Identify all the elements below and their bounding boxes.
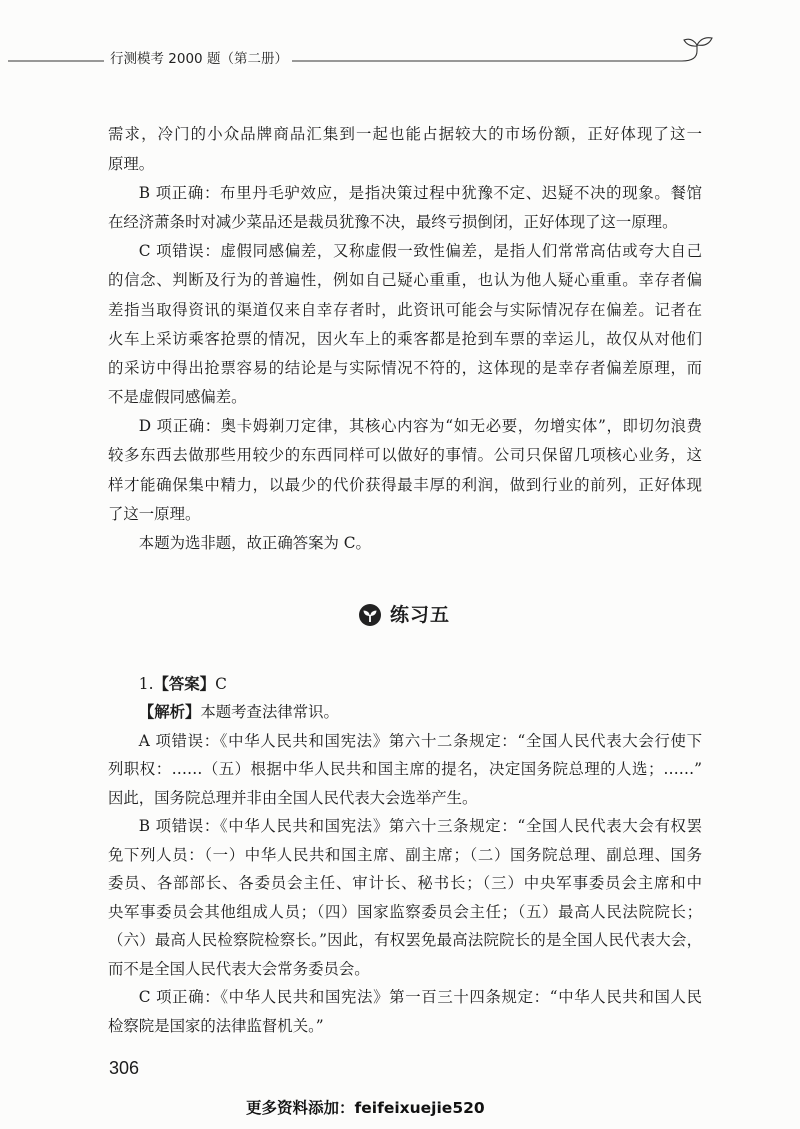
running-header-title: 行测模考 2000 题（第二册） [110,51,288,67]
text-line: 而不是全国人民代表大会常务委员会。 [108,959,370,978]
text-line: D 项正确：奥卡姆剃刀定律，其核心内容为“如无必要，勿增实体”，即切勿浪费 [138,417,702,436]
text-line: （六）最高人民检察院检察长。”因此，有权罢免最高法院院长的是全国人民代表大会， [108,931,702,950]
text-line: 因此，国务院总理并非由全国人民代表大会选举产生。 [108,788,478,807]
exercise-badge-icon [358,603,382,627]
answer-line [108,670,702,699]
text-line: 本题为选非题，故正确答案为 C。 [138,534,371,553]
paragraph-option-c [108,983,702,1040]
answer-value: C [215,674,227,693]
text-line: A 项错误：《中华人民共和国宪法》第六十二条规定：“全国人民代表大会行使下 [138,731,702,750]
page-number: 306 [109,1058,140,1078]
text-line: 免下列人员：（一）中华人民共和国主席、副主席；（二）国务院总理、副总理、国务 [108,845,702,864]
text-line: 需求，冷门的小众品牌商品汇集到一起也能占据较大的市场份额，正好体现了这一 [108,125,702,144]
text-line: C 项错误：虚假同感偏差，又称虚假一致性偏差，是指人们常常高估或夸大自己 [138,242,702,261]
paragraph-continuation [108,120,702,178]
paragraph-option-c [108,237,702,412]
exercise-heading [358,602,450,628]
text-line: C 项正确：《中华人民共和国宪法》第一百三十四条规定：“中华人民共和国人民 [138,988,702,1007]
text-line: 差指当取得资讯的渠道仅来自幸存者时，此资讯可能会与实际情况存在偏差。记者在 [108,300,702,319]
paragraph-option-b [108,179,702,237]
explanation-continued [108,120,702,558]
text-line: 不是虚假同感偏差。 [108,388,247,407]
footer-note: 更多资料添加：feifeixuejie520 [246,1099,485,1117]
analysis-label: 【解析】 [138,703,201,722]
text-line: 央军事委员会其他组成人员；（四）国家监察委员会主任；（五）最高人民法院院长； [108,902,702,921]
text-line: 原理。 [108,154,155,173]
analysis-line [108,698,702,727]
text-line: 较多东西去做那些用较少的东西同样可以做好的事情。公司只保留几项核心业务，这 [108,446,702,465]
paragraph-option-b [108,812,702,983]
text-line: 了这一原理。 [108,504,201,523]
exercise-title: 练习五 [390,604,451,626]
text-line: 的采访中得出抢票容易的结论是与实际情况不符的，这体现的是幸存者偏差原理，而 [108,358,702,377]
text-line: 火车上采访乘客抢票的情况，因火车上的乘客都是抢到车票的幸运儿，故仅从对他们 [108,329,702,348]
text-line: 检察院是国家的法律监督机关。” [108,1016,324,1035]
text-line: 样才能确保集中精力，以最少的代价获得最丰厚的利润，做到行业的前列，正好体现 [108,475,702,494]
text-line: 委员、各部部长、各委员会主任、审计长、秘书长；（三）中央军事委员会主席和中 [108,874,702,893]
exercise-answers [108,670,702,1041]
header-rule [0,0,800,80]
question-number: 1. [138,674,154,693]
sprout-icon [682,38,712,61]
text-line: B 项正确：布里丹毛驴效应，是指决策过程中犹豫不定、迟疑不决的现象。餐馆 [138,183,702,202]
paragraph-option-d [108,412,702,529]
paragraph-option-a [108,727,702,813]
text-line: 在经济萧条时对减少菜品还是裁员犹豫不决，最终亏损倒闭，正好体现了这一原理。 [108,212,678,231]
paragraph-conclusion [108,529,702,558]
text-line: 列职权：……（五）根据中华人民共和国主席的提名，决定国务院总理的人选；……” [108,760,702,779]
text-line: 的信念、判断及行为的普遍性，例如自己疑心重重，也认为他人疑心重重。幸存者偏 [108,271,702,290]
text-line: B 项错误：《中华人民共和国宪法》第六十三条规定：“全国人民代表大会有权罢 [138,817,702,836]
analysis-text: 本题考查法律常识。 [200,703,339,722]
answer-label: 【答案】 [153,674,216,693]
